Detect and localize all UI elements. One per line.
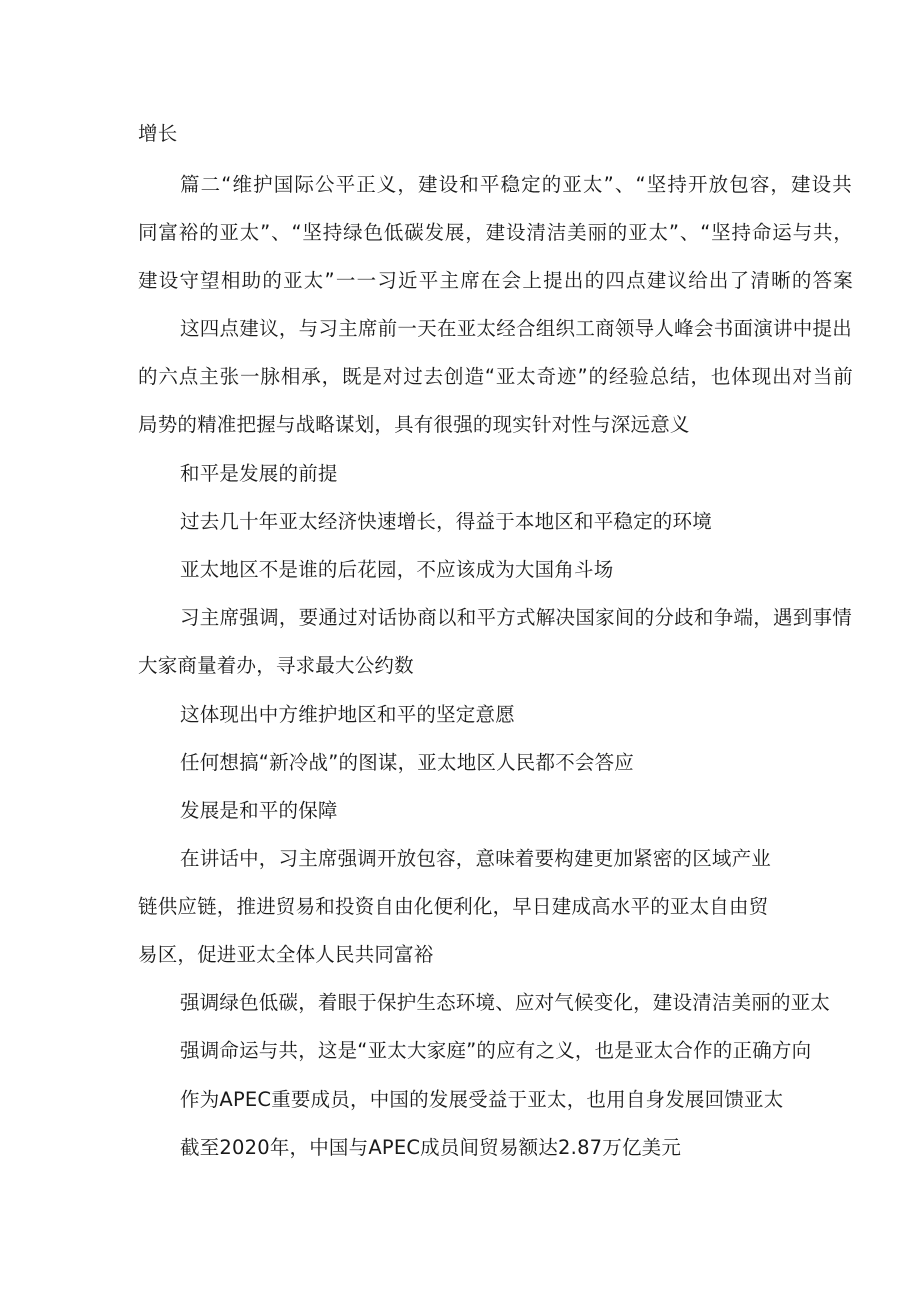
- text-line: 作为APEC重要成员，中国的发展受益于亚太，也用自身发展回馈亚太: [180, 1088, 784, 1111]
- text-line: 强调命运与共，这是“亚太大家庭”的应有之义，也是亚太合作的正确方向: [180, 1039, 812, 1062]
- text-line: 任何想搞“新冷战”的图谋，亚太地区人民都不会答应: [180, 751, 635, 774]
- text-line: 过去几十年亚太经济快速增长，得益于本地区和平稳定的环境: [180, 510, 712, 533]
- text-line: 大家商量着办，寻求最大公约数: [138, 654, 414, 677]
- text-line: 这体现出中方维护地区和平的坚定意愿: [180, 703, 515, 726]
- text-line: 习主席强调，要通过对话协商以和平方式解决国家间的分歧和争端，遇到事情: [180, 606, 852, 629]
- text-line: 在讲话中，习主席强调开放包容，意味着要构建更加紧密的区域产业: [180, 847, 772, 870]
- section-heading: 发展是和平的保障: [180, 799, 338, 822]
- text-line: 篇二“维护国际公平正义，建设和平稳定的亚太”、“坚持开放包容，建设共: [180, 173, 852, 196]
- text-line: 增长: [138, 122, 178, 145]
- text-line: 同富裕的亚太”、“坚持绿色低碳发展，建设清洁美丽的亚太”、“坚持命运与共，: [138, 221, 853, 244]
- text-line: 强调绿色低碳，着眼于保护生态环境、应对气候变化，建设清洁美丽的亚太: [180, 991, 831, 1014]
- text-line: 这四点建议，与习主席前一天在亚太经合组织工商领导人峰会书面演讲中提出: [180, 317, 852, 340]
- text-line: 的六点主张一脉相承，既是对过去创造“亚太奇迹”的经验总结，也体现出对当前: [138, 365, 853, 388]
- text-line: 截至2020年，中国与APEC成员间贸易额达2.87万亿美元: [180, 1136, 682, 1159]
- text-line: 链供应链，推进贸易和投资自由化便利化，早日建成高水平的亚太自由贸: [138, 895, 769, 918]
- text-line: 建设守望相助的亚太”一一习近平主席在会上提出的四点建议给出了清晰的答案: [138, 269, 853, 292]
- text-line: 亚太地区不是谁的后花园，不应该成为大国角斗场: [180, 558, 614, 581]
- text-line: 易区，促进亚太全体人民共同富裕: [138, 943, 434, 966]
- text-line: 局势的精准把握与战略谋划，具有很强的现实针对性与深远意义: [138, 413, 690, 436]
- section-heading: 和平是发展的前提: [180, 462, 338, 485]
